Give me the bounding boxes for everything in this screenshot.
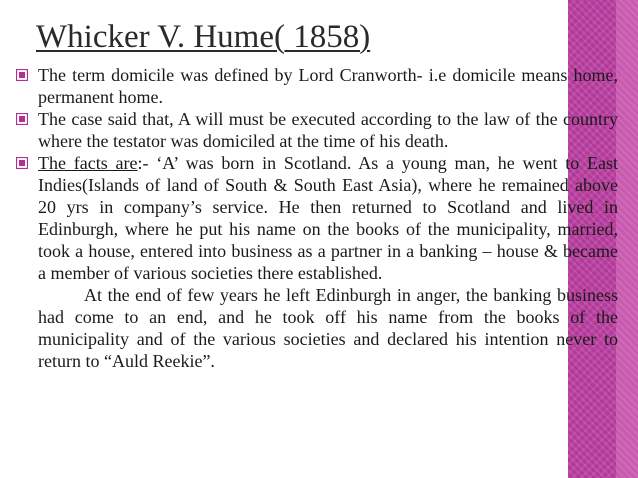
bullet-item — [14, 152, 618, 284]
slide-title: Whicker V. Hume( 1858) — [36, 19, 371, 55]
decorative-side-strip — [616, 0, 638, 478]
ornate-square-bullet-icon — [16, 113, 28, 125]
bullet-text: The term domicile was defined by Lord Cranworth- i.e domicile means home, permanent home. — [38, 65, 618, 107]
facts-text: :- ‘A’ was born in Scotland. As a young man, he went to East Indies(Islands of land of South & South East Asia), where he remained above 20 yrs in company’s service. He then returned to Scotland and lived in Edinburgh, where he put his name on the books of the municipality, married, took a house, entered into business as a partner in a banking – house & became a member of various societies there established. — [38, 153, 618, 283]
bullet-text: The case said that, A will must be executed according to the law of the country where the testator was domiciled at the time of his death. — [38, 109, 618, 151]
facts-lead: The facts are — [38, 153, 138, 173]
bullet-text — [38, 152, 618, 284]
slide-content — [14, 64, 618, 372]
bullet-item — [14, 108, 618, 152]
body-paragraph: At the end of few years he left Edinburgh in anger, the banking business had come to an end, and he took off his name from the books of the municipality and of the various societies and declared his intention never to return to “Auld Reekie”. — [38, 285, 618, 371]
ornate-square-bullet-icon — [16, 69, 28, 81]
bullet-item — [14, 64, 618, 108]
ornate-square-bullet-icon — [16, 157, 28, 169]
